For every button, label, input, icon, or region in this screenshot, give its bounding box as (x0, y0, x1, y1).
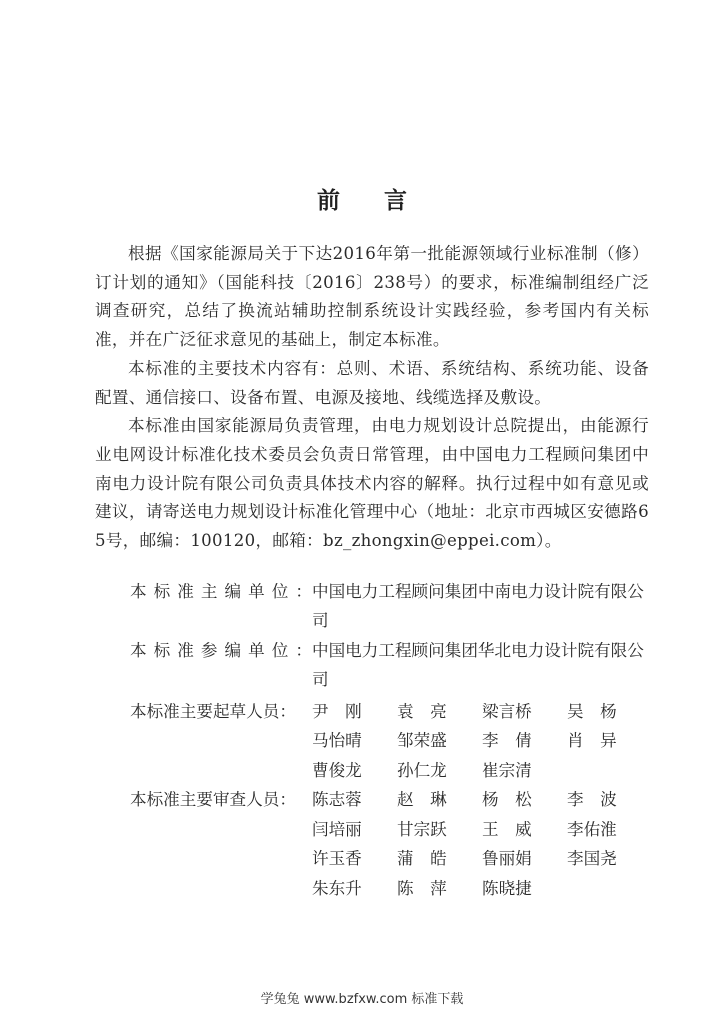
page-title-char: 言 (384, 188, 407, 215)
reviewer-name: 赵 琳 (397, 790, 447, 810)
page-title-char: 前 (317, 188, 340, 215)
preface-paragraph-management: 本标准由国家能源局负责管理，由电力规划设计总院提出，由能源行业电网设计标准化技术委员会负责日常管理，由中国电力工程顾问集团中南电力设计院有限公司负责具体技术内容的解释。执行过程中如有意见或建议，请寄送电力规划设计标准化管理中心（地址：北京市西城区安德路65号，邮编：100120，邮箱：bz_zhongxin@eppei.com）。 (95, 416, 649, 551)
drafter-name: 马怡晴 (312, 731, 362, 751)
drafter-name: 袁 亮 (397, 701, 447, 721)
reviewers-label: 本标准主要审查人员： (130, 790, 296, 810)
reviewers-list (312, 785, 652, 903)
drafters-list (312, 697, 652, 786)
reviewer-name: 陈志蓉 (312, 790, 362, 810)
reviewer-name: 许玉香 (312, 849, 362, 869)
chief-editor-unit-label: 本标准主编单位： (130, 582, 312, 601)
chief-editor-unit (130, 578, 660, 637)
participant-unit-name: 中国电力工程顾问集团华北电力设计院有限公司 (312, 641, 644, 690)
drafters (130, 697, 660, 786)
drafter-name: 梁言桥 (482, 701, 532, 721)
reviewer-name: 李国尧 (567, 849, 617, 869)
reviewer-name: 杨 松 (482, 790, 532, 810)
preface-body (95, 240, 649, 556)
reviewer-name: 闫培丽 (312, 819, 362, 839)
drafter-name: 孙仁龙 (397, 760, 447, 780)
chief-editor-unit-name: 中国电力工程顾问集团中南电力设计院有限公司 (312, 582, 644, 630)
credits-block (130, 578, 660, 903)
reviewer-name: 陈晓捷 (482, 878, 532, 898)
reviewer-name: 鲁丽娟 (482, 849, 532, 869)
preface-paragraph-basis: 根据《国家能源局关于下达2016年第一批能源领域行业标准制（修）订计划的通知》（国能科技〔2016〕238号）的要求，标准编制组经广泛调查研究，总结了换流站辅助控制系统设计实践经验，参考国内有关标准，并在广泛征求意见的基础上，制定本标准。 (95, 244, 649, 350)
participant-unit (130, 637, 660, 696)
drafter-name: 吴 杨 (567, 701, 617, 721)
reviewers (130, 785, 660, 903)
reviewer-name: 蒲 皓 (397, 849, 447, 869)
reviewer-name: 王 威 (482, 819, 532, 839)
drafters-label: 本标准主要起草人员： (130, 701, 296, 721)
drafter-name: 曹俊龙 (312, 760, 362, 780)
drafter-name: 李 倩 (482, 731, 532, 751)
footer-watermark: 学兔兔 www.bzfxw.com 标准下载 (260, 992, 464, 1007)
preface-paragraph-contents: 本标准的主要技术内容有：总则、术语、系统结构、系统功能、设备配置、通信接口、设备布置、电源及接地、线缆选择及敷设。 (95, 358, 649, 407)
drafter-name: 崔宗清 (482, 760, 532, 780)
page-title (0, 185, 724, 217)
drafter-name: 尹 刚 (312, 701, 362, 721)
drafter-name: 邹荣盛 (397, 731, 447, 751)
reviewer-name: 陈 萍 (397, 878, 447, 898)
drafter-name: 肖 异 (567, 731, 617, 751)
reviewer-name: 朱东升 (312, 878, 362, 898)
reviewer-name: 李佑淮 (567, 819, 617, 839)
reviewer-name: 甘宗跃 (397, 819, 447, 839)
reviewer-name: 李 波 (567, 790, 617, 810)
participant-unit-label: 本标准参编单位： (130, 641, 312, 661)
